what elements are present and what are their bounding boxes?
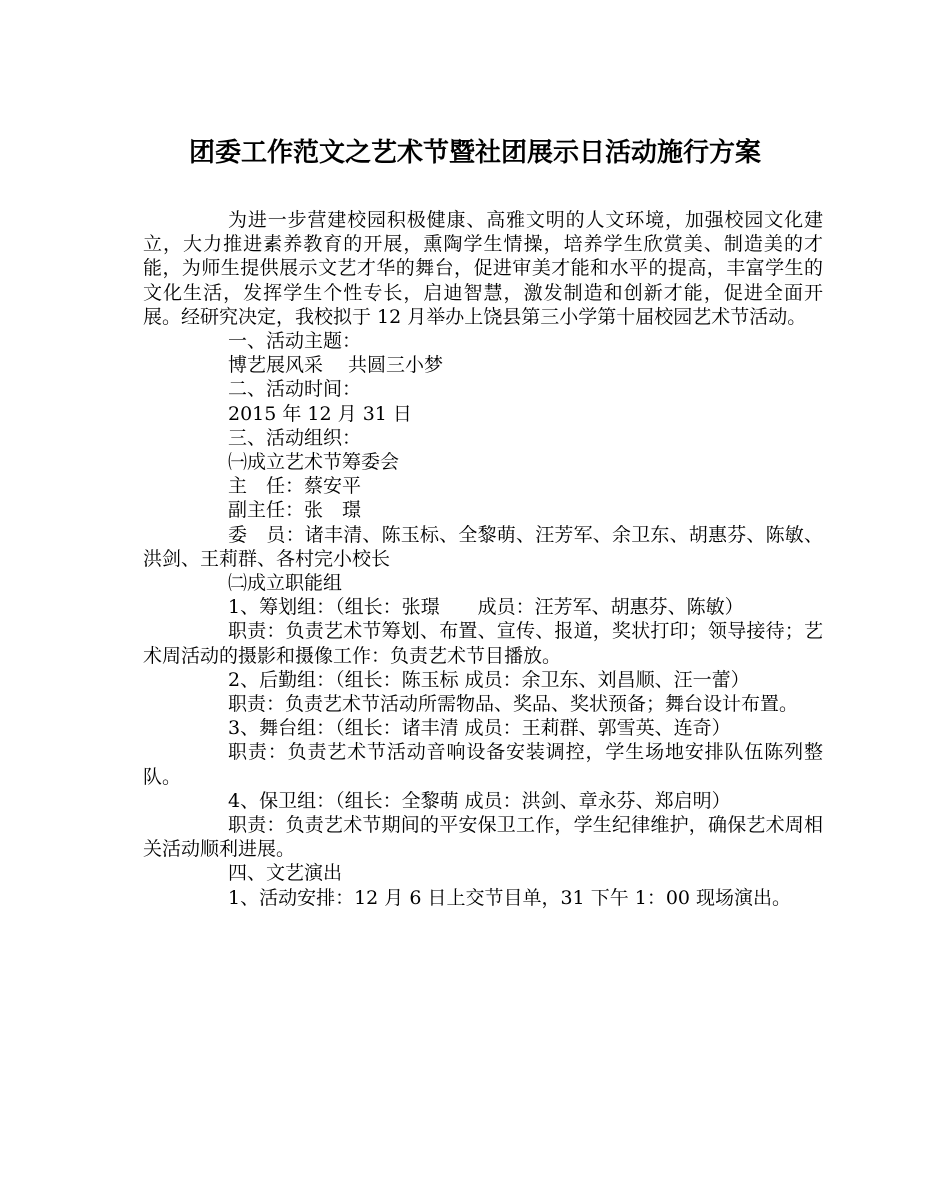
committee-members: 委 员：诸丰清、陈玉标、全黎萌、汪芳军、余卫东、胡惠芬、陈敏、洪剑、王莉群、各村完小校长 [143,523,823,570]
section-heading-theme: 一、活动主题： [228,330,362,353]
section-heading-performance: 四、文艺演出 [228,862,343,885]
group-logistics-duty: 职责：负责艺术节活动所需物品、奖品、奖状预备；舞台设计布置。 [228,693,799,716]
performance-schedule: 1、活动安排：12 月 6 日上交节目单，31 下午 1：00 现场演出。 [228,886,792,909]
group-planning-duty: 职责：负责艺术节筹划、布置、宣传、报道，奖状打印；领导接待；艺术周活动的摄影和摄像工作：负责艺术节目播放。 [143,620,823,667]
theme-text: 博艺展风采 共圆三小梦 [228,354,444,377]
group-security: 4、保卫组：（组长：全黎萌 成员：洪剑、章永芬、郑启明） [228,789,731,812]
committee-director: 主 任：蔡安平 [228,475,362,498]
committee-deputy: 副主任：张 璟 [228,499,362,522]
section-heading-time: 二、活动时间： [228,378,362,401]
document-title: 团委工作范文之艺术节暨社团展示日活动施行方案 [188,138,761,168]
document-body [143,208,823,910]
group-security-duty: 职责：负责艺术节期间的平安保卫工作，学生纪律维护，确保艺术周相关活动顺利进展。 [143,814,823,861]
time-text: 2015 年 12 月 31 日 [228,402,412,425]
subheading-groups: ㈡成立职能组 [228,572,343,595]
section-heading-organization: 三、活动组织： [228,426,362,449]
group-logistics: 2、后勤组：（组长：陈玉标 成员：余卫东、刘昌顺、汪一蕾） [228,668,750,691]
group-stage: 3、舞台组：（组长：诸丰清 成员：王莉群、郭雪英、连奇） [228,717,731,740]
subheading-committee: ㈠成立艺术节筹委会 [228,451,400,474]
group-stage-duty: 职责：负责艺术节活动音响设备安装调控，学生场地安排队伍陈列整队。 [143,741,823,788]
intro-paragraph: 为进一步营建校园积极健康、高雅文明的人文环境，加强校园文化建立，大力推进素养教育的开展，熏陶学生情操，培养学生欣赏美、制造美的才能，为师生提供展示文艺才华的舞台，促进审美才能和水平的提高，丰富学生的文化生活，发挥学生个性专长，启迪智慧，激发制造和创新才能，促进全面开展。经研究决定，我校拟于 12 月举办上饶县第三小学第十届校园艺术节活动。 [143,209,823,328]
group-planning: 1、筹划组：（组长：张璟 成员：汪芳军、胡惠芬、陈敏） [228,596,744,619]
